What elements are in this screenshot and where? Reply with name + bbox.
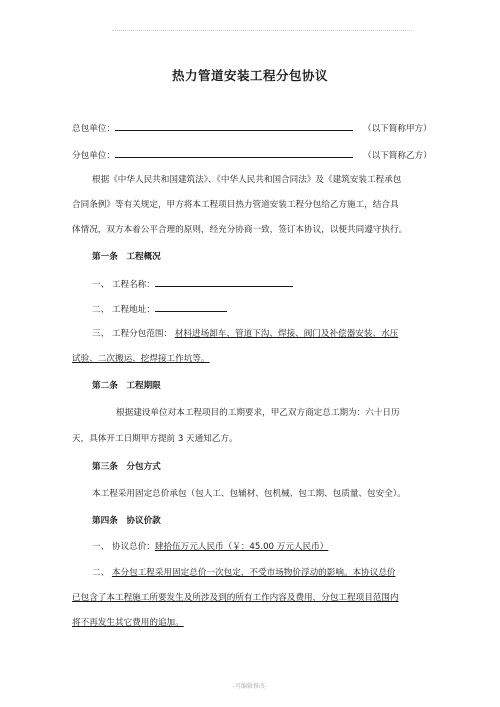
article1-heading: 第一条 工程概况 [92,252,161,262]
article2-heading: 第二条 工程期限 [92,381,161,391]
preamble-line-3: 体情况，双方本着公平合理的原则，经充分协商一致，签订本协议，以便共同遵守执行。 [72,225,408,235]
project-address-label: 二、 工程地址： [92,305,155,315]
project-name-blank[interactable] [155,277,293,287]
article4-item2-text-2: 已包含了本工程施工所要发生及所涉及到的所有工作内容及费用，分包工程项目范围内 [72,593,399,603]
article1-item2 [72,302,452,315]
article4-item2 [72,566,452,578]
party-b-suffix: （以下简称乙方） [362,151,432,161]
party-a-blank[interactable] [115,121,353,131]
article3-heading: 第三条 分包方式 [92,462,161,472]
page-footer: -可编辑修改- [232,683,268,690]
document-title: 热力管道安装工程分包协议 [171,68,328,83]
total-price-label: 一、 协议总价： [92,542,155,552]
preamble-line-1: 根据《中华人民共和国建筑法》、《中华人民共和国合同法》及《建筑安装工程承包 [92,175,402,185]
article2-line-2: 天，具体开工日期甲方提前 3 天通知乙方。 [72,434,238,444]
article1-item3-cont [72,352,432,364]
article4-item2-text-1: 本分包工程采用固定总价一次包定，不受市场物价浮动的影响。本协议总价 [111,568,396,578]
article4-item2-label: 二、 [92,568,112,578]
scope-text-2: 试验、二次搬运、挖焊接工作坑等。 [72,354,210,364]
article3-line-1: 本工程采用固定总价承包（包人工、包辅材、包机械、包工期、包质量、包安全）。 [92,489,406,499]
preamble-line-2: 合同条例》等有关规定，甲方将本工程项目热力管道安装工程分包给乙方施工，结合具 [72,200,399,210]
article4-item1 [72,540,452,552]
article1-item3 [72,327,452,339]
article4-item2-cont-1 [72,591,432,603]
article2-line-1: 根据建设单位对本工程项目的工期要求，甲乙双方商定总工期为：六十日历 [116,408,400,418]
party-b-blank[interactable] [115,148,353,158]
party-a-line [72,121,432,134]
party-b-line [72,148,432,161]
header-rule [112,30,412,31]
total-price-value: 肆拾伍万元人民币（￥：45.00 万元人民币） [154,542,329,552]
project-address-blank[interactable] [155,302,227,312]
scope-text-1: 材料进场卸车、管道下沟、焊接、阀门及补偿器安装、水压 [174,329,399,339]
party-b-label: 分包单位： [72,151,115,161]
party-a-suffix: （以下简称甲方） [362,124,432,134]
article4-item2-text-3: 将不再发生其它费用的追加。 [72,618,184,628]
article4-heading: 第四条 协议价款 [92,516,161,526]
scope-label: 三、 工程分包范围： [92,329,175,339]
project-name-label: 一、 工程名称： [92,280,155,290]
article4-item2-cont-2 [72,616,432,628]
article1-item1 [72,277,452,290]
party-a-label: 总包单位： [72,124,115,134]
